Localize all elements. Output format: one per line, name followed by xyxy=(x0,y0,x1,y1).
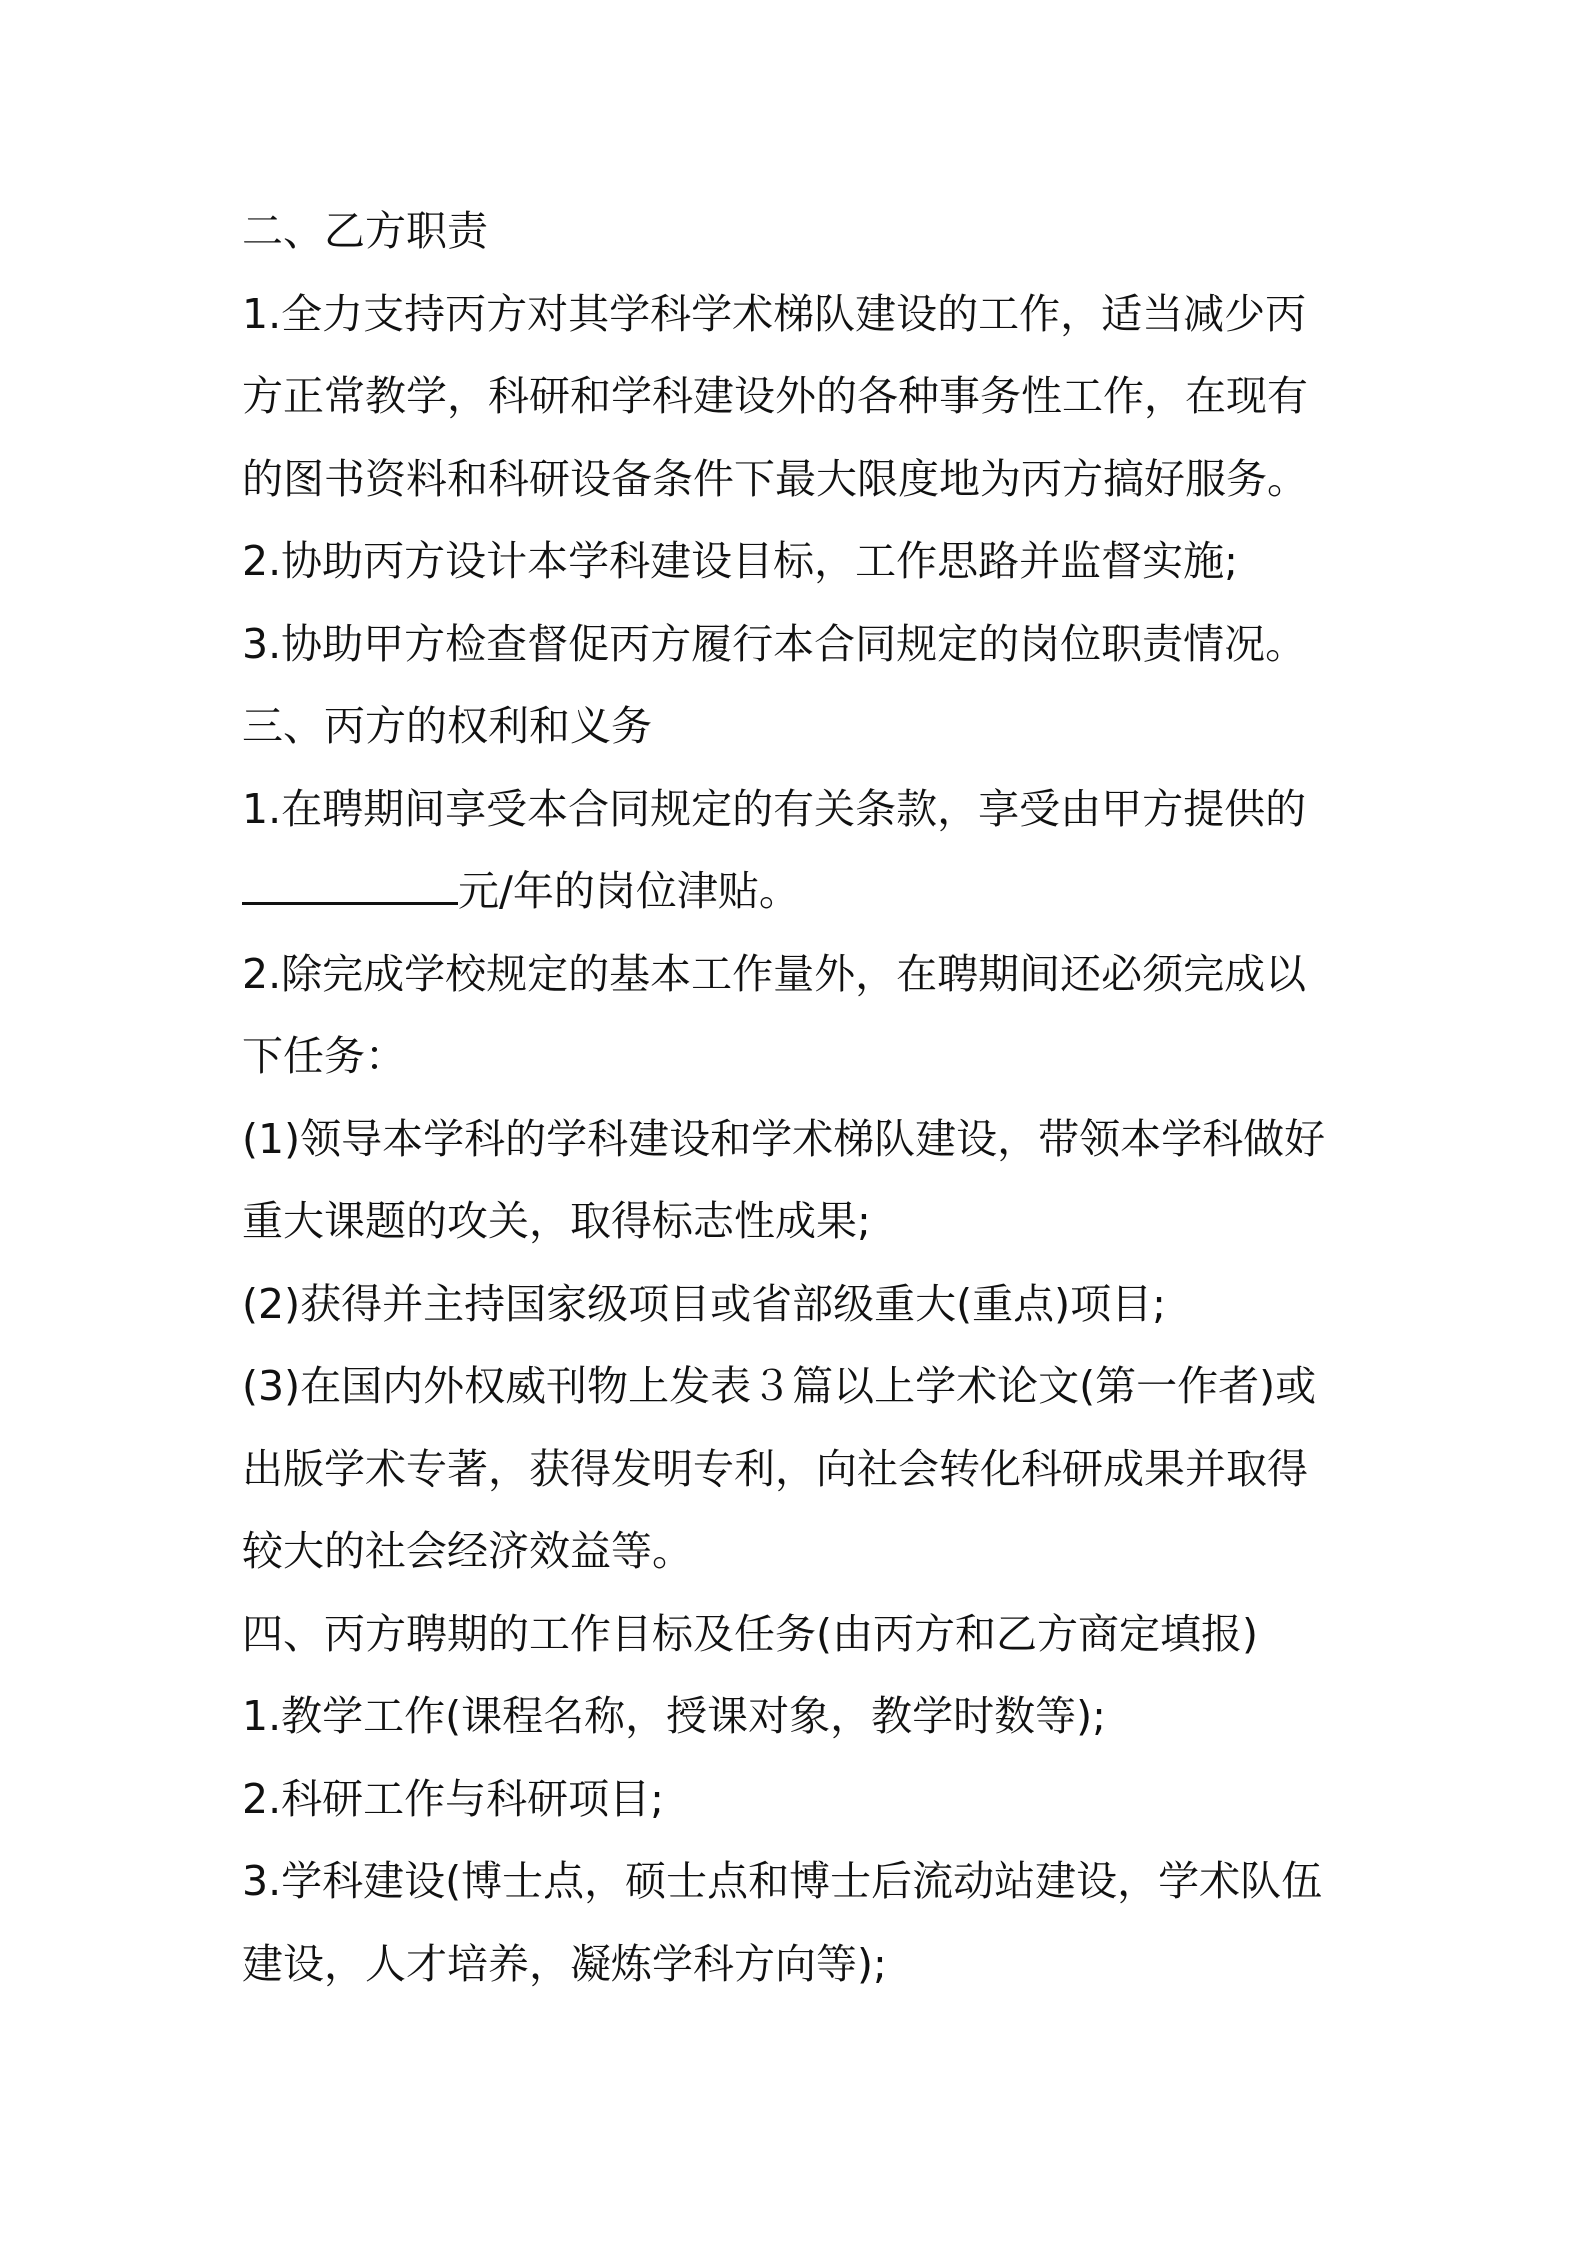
paragraph-line: 3.协助甲方检查督促丙方履行本合同规定的岗位职责情况。 xyxy=(242,619,1307,668)
paragraph-line: 1.全力支持丙方对其学科学术梯队建设的工作，适当减少丙 xyxy=(242,289,1307,338)
document-body xyxy=(242,190,1362,2005)
section-heading-3: 三、丙方的权利和义务 xyxy=(242,702,652,750)
allowance-blank-field xyxy=(242,850,458,905)
paragraph-line: 1.教学工作(课程名称，授课对象，教学时数等); xyxy=(242,1692,1106,1740)
paragraph-line: 1.在聘期间享受本合同规定的有关条款，享受由甲方提供的 xyxy=(242,784,1307,833)
paragraph-line: 方正常教学，科研和学科建设外的各种事务性工作，在现有 xyxy=(242,372,1308,420)
allowance-unit-text: 元/年的岗位津贴。 xyxy=(458,867,800,915)
paragraph-line: 重大课题的攻关，取得标志性成果; xyxy=(242,1197,871,1245)
paragraph-line: 2.除完成学校规定的基本工作量外，在聘期间还必须完成以 xyxy=(242,949,1307,998)
paragraph-line: 出版学术专著，获得发明专利，向社会转化科研成果并取得 xyxy=(242,1444,1308,1493)
paragraph-line: (3)在国内外权威刊物上发表３篇以上学术论文(第一作者)或 xyxy=(242,1362,1317,1410)
paragraph-line: 2.协助丙方设计本学科建设目标，工作思路并监督实施; xyxy=(242,537,1238,585)
paragraph-line: 的图书资料和科研设备条件下最大限度地为丙方搞好服务。 xyxy=(242,454,1308,503)
paragraph-line: (2)获得并主持国家级项目或省部级重大(重点)项目; xyxy=(242,1279,1166,1328)
paragraph-line: 下任务： xyxy=(242,1032,406,1080)
paragraph-line: (1)领导本学科的学科建设和学术梯队建设，带领本学科做好 xyxy=(242,1114,1326,1163)
section-heading-2: 二、乙方职责 xyxy=(242,207,488,255)
paragraph-line: 较大的社会经济效益等。 xyxy=(242,1527,693,1575)
section-heading-4: 四、丙方聘期的工作目标及任务(由丙方和乙方商定填报) xyxy=(242,1609,1258,1658)
paragraph-line: 2.科研工作与科研项目; xyxy=(242,1774,664,1823)
paragraph-line: 3.学科建设(博士点，硕士点和博士后流动站建设，学术队伍 xyxy=(242,1857,1323,1905)
paragraph-line: 建设，人才培养，凝炼学科方向等); xyxy=(242,1939,887,1988)
allowance-line xyxy=(242,850,1362,933)
